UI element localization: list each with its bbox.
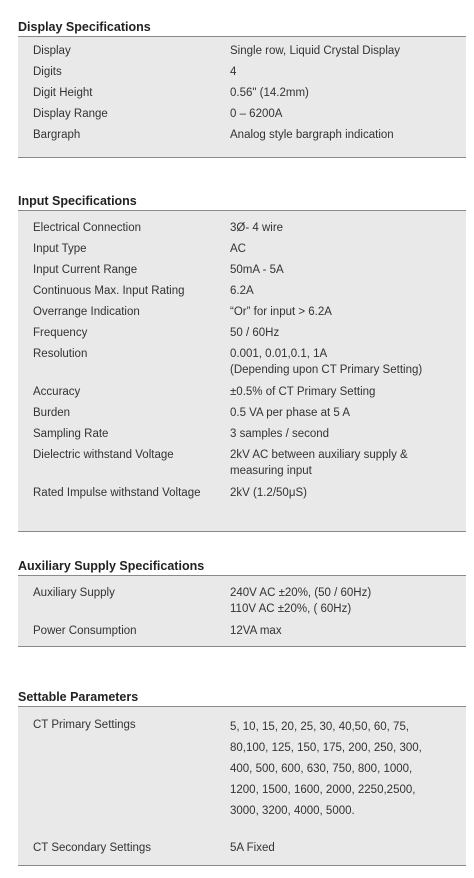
row-value: 12VA max — [230, 625, 282, 637]
row-label: Input Type — [33, 243, 87, 255]
row-value: “Or” for input > 6.2A — [230, 306, 332, 318]
row-value: 6.2A — [230, 285, 254, 297]
input-specifications-section — [18, 192, 466, 532]
row-label: Overrange Indication — [33, 306, 140, 318]
spec-panel — [18, 707, 466, 866]
row-value: Analog style bargraph indication — [230, 129, 394, 141]
row-value: AC — [230, 243, 246, 255]
row-label: Bargraph — [33, 129, 81, 141]
row-value: 3 samples / second — [230, 428, 330, 440]
row-label: Power Consumption — [33, 625, 137, 637]
section-title: Display Specifications — [18, 18, 466, 37]
display-specifications-section — [18, 18, 466, 158]
row-label: Frequency — [33, 327, 88, 339]
row-value: 50mA - 5A — [230, 264, 284, 276]
spec-panel — [18, 576, 466, 647]
row-label: Display Range — [33, 108, 108, 120]
row-value: Single row, Liquid Crystal Display — [230, 45, 401, 57]
row-value: 0.001, 0.01,0.1, 1A (Depending upon CT Primary Setting) — [230, 348, 423, 376]
row-value: 2kV AC between auxiliary supply & measuring input — [230, 449, 408, 477]
row-label: Continuous Max. Input Rating — [33, 285, 185, 297]
row-value: 0.5 VA per phase at 5 A — [230, 407, 350, 419]
row-value: 5A Fixed — [230, 842, 275, 854]
row-label: Sampling Rate — [33, 428, 109, 440]
row-label: Rated Impulse withstand Voltage — [33, 487, 201, 499]
section-title: Settable Parameters — [18, 688, 466, 707]
row-value: 5, 10, 15, 20, 25, 30, 40,50, 60, 75, 80,100, 125, 150, 175, 200, 250, 300, 400, 500, 600, 630, 750, 800, 1000, 1200, 1500, 1600, 2000, 2250,2500, 3000, 3200, 4000, 5000. — [230, 721, 422, 817]
row-value: ±0.5% of CT Primary Setting — [230, 386, 376, 398]
row-label: Accuracy — [33, 386, 81, 398]
row-label: Auxiliary Supply — [33, 587, 115, 599]
row-label: Display — [33, 45, 71, 57]
row-label: Resolution — [33, 348, 88, 360]
row-value: 3Ø- 4 wire — [230, 222, 284, 234]
row-label: Electrical Connection — [33, 222, 142, 234]
section-title: Auxiliary Supply Specifications — [18, 557, 466, 576]
row-value: 240V AC ±20%, (50 / 60Hz) 110V AC ±20%, ( 60Hz) — [230, 587, 372, 615]
section-title: Input Specifications — [18, 192, 466, 211]
auxiliary-supply-section — [18, 557, 466, 647]
spec-panel — [18, 37, 466, 158]
row-value: 0 – 6200A — [230, 108, 283, 120]
row-label: Digit Height — [33, 87, 93, 99]
spec-panel — [18, 211, 466, 532]
row-label: CT Secondary Settings — [33, 842, 152, 854]
row-label: Input Current Range — [33, 264, 138, 276]
row-value: 50 / 60Hz — [230, 327, 280, 339]
row-label: Burden — [33, 407, 71, 419]
row-value: 0.56" (14.2mm) — [230, 87, 309, 99]
row-label: Dielectric withstand Voltage — [33, 449, 174, 461]
row-value: 2kV (1.2/50μS) — [230, 487, 307, 499]
settable-parameters-section — [18, 688, 466, 866]
row-label: Digits — [33, 66, 62, 78]
row-label: CT Primary Settings — [33, 719, 136, 731]
row-value: 4 — [230, 66, 237, 78]
